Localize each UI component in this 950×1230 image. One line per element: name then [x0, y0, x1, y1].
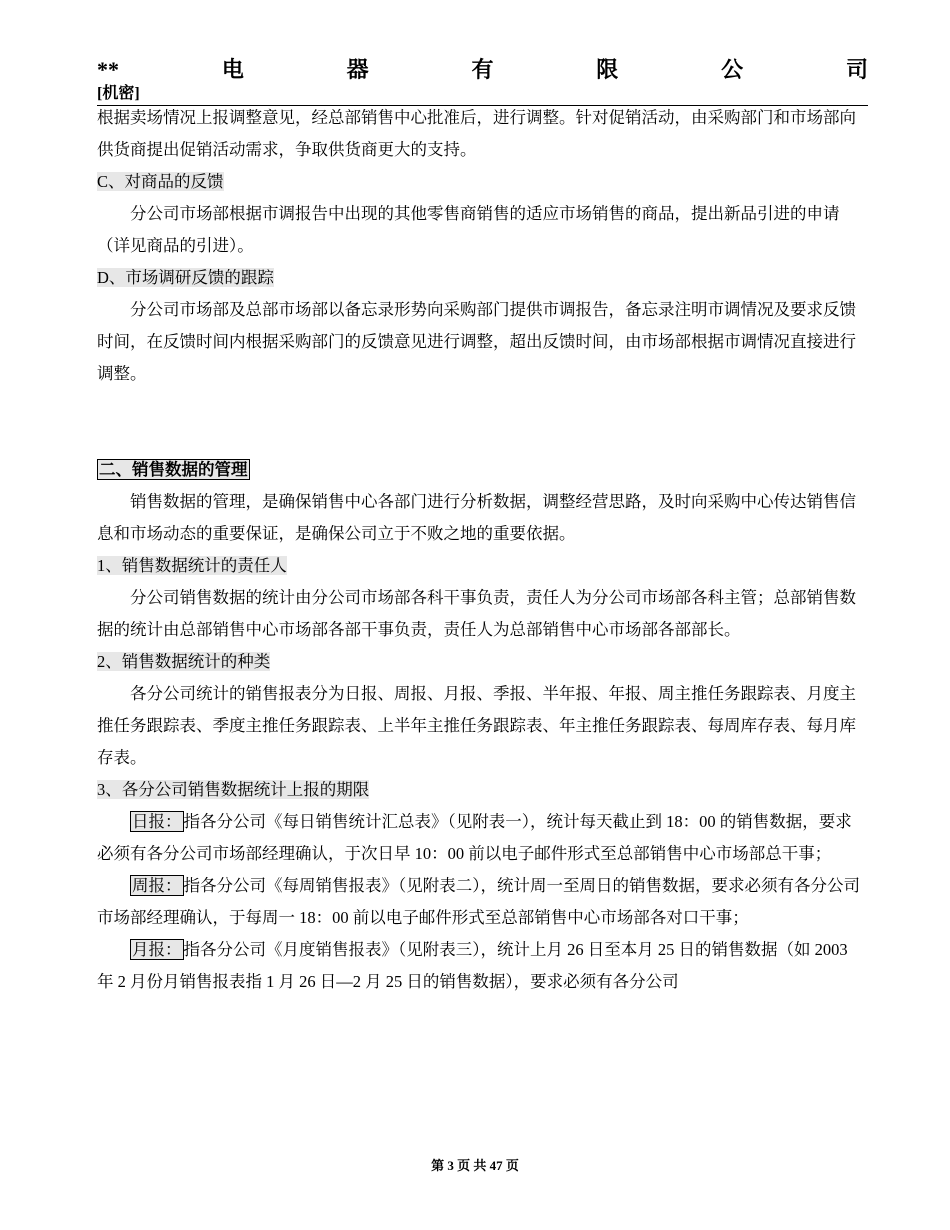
section-2-title: 二、销售数据的管理: [99, 460, 248, 479]
daily-report-label: 日报：: [132, 812, 182, 831]
company-char: **: [97, 57, 119, 82]
weekly-report-body: 指各分公司《每周销售报表》（见附表二），统计周一至周日的销售数据，要求必须有各分公司市场部经理确认，于每周一 18：00 前以电子邮件形式至总部销售中心市场部各对口干事；: [97, 876, 860, 927]
spacer: [97, 390, 868, 454]
item-1-title-line: [97, 550, 868, 582]
section-d-body: 分公司市场部及总部市场部以备忘录形势向采购部门提供市调报告，备忘录注明市调情况及要求反馈时间，在反馈时间内根据采购部门的反馈意见进行调整，超出反馈时间，由市场部根据市调情况直接进行调整。: [97, 300, 856, 383]
company-char: 器: [346, 57, 369, 82]
section-d-title-line: [97, 262, 868, 294]
company-char: 有: [471, 57, 494, 82]
company-name: [97, 55, 868, 85]
paragraph-promotion: 根据卖场情况上报调整意见，经总部销售中心批准后，进行调整。针对促销活动，由采购部门和市场部向供货商提出促销活动需求，争取供货商更大的支持。: [97, 108, 856, 159]
company-char: 限: [596, 57, 619, 82]
item-3-title: 3、各分公司销售数据统计上报的期限: [97, 780, 370, 799]
monthly-report-label: 月报：: [132, 940, 182, 959]
item-2-body: 各分公司统计的销售报表分为日报、周报、月报、季报、半年报、年报、周主推任务跟踪表、月度主推任务跟踪表、季度主推任务跟踪表、上半年主推任务跟踪表、年主推任务跟踪表、每周库存表、每月库存表。: [97, 684, 856, 767]
document-body: [97, 102, 868, 998]
company-char: 电: [221, 57, 244, 82]
weekly-report-paragraph: [97, 870, 868, 934]
item-1-title: 1、销售数据统计的责任人: [97, 556, 287, 575]
page-footer: 第 3 页 共 47 页: [431, 1158, 519, 1173]
section-c-title: C、对商品的反馈: [97, 172, 224, 191]
item-2-title-line: [97, 646, 868, 678]
section-d-title: D、市场调研反馈的跟踪: [97, 268, 274, 287]
section-2-title-line: [97, 454, 868, 486]
page-header: [97, 55, 868, 106]
weekly-report-label: 周报：: [132, 876, 182, 895]
item-2-title: 2、销售数据统计的种类: [97, 652, 271, 671]
daily-report-body: 指各分公司《每日销售统计汇总表》（见附表一），统计每天截止到 18：00 的销售数据，要求必须有各分公司市场部经理确认，于次日早 10：00 前以电子邮件形式至总部销售中心市场部总干事；: [97, 812, 852, 863]
daily-report-paragraph: [97, 806, 868, 870]
section-c-body: 分公司市场部根据市调报告中出现的其他零售商销售的适应市场销售的商品，提出新品引进的申请（详见商品的引进）。: [97, 204, 840, 255]
section-2-body: 销售数据的管理，是确保销售中心各部门进行分析数据，调整经营思路，及时向采购中心传达销售信息和市场动态的重要保证，是确保公司立于不败之地的重要依据。: [97, 492, 856, 543]
confidential-mark: [机密]: [97, 85, 140, 102]
monthly-report-paragraph: [97, 934, 868, 998]
monthly-report-body: 指各分公司《月度销售报表》（见附表三），统计上月 26 日至本月 25 日的销售数据（如 2003 年 2 月份月销售报表指 1 月 26 日—2 月 25 日的销售数据），要求必须有各分公司: [97, 940, 848, 991]
item-3-title-line: [97, 774, 868, 806]
item-1-body: 分公司销售数据的统计由分公司市场部各科干事负责，责任人为分公司市场部各科主管；总部销售数据的统计由总部销售中心市场部各部干事负责，责任人为总部销售中心市场部各部部长。: [97, 588, 856, 639]
section-c-title-line: [97, 166, 868, 198]
company-char: 公: [721, 57, 744, 82]
company-char: 司: [845, 57, 868, 82]
